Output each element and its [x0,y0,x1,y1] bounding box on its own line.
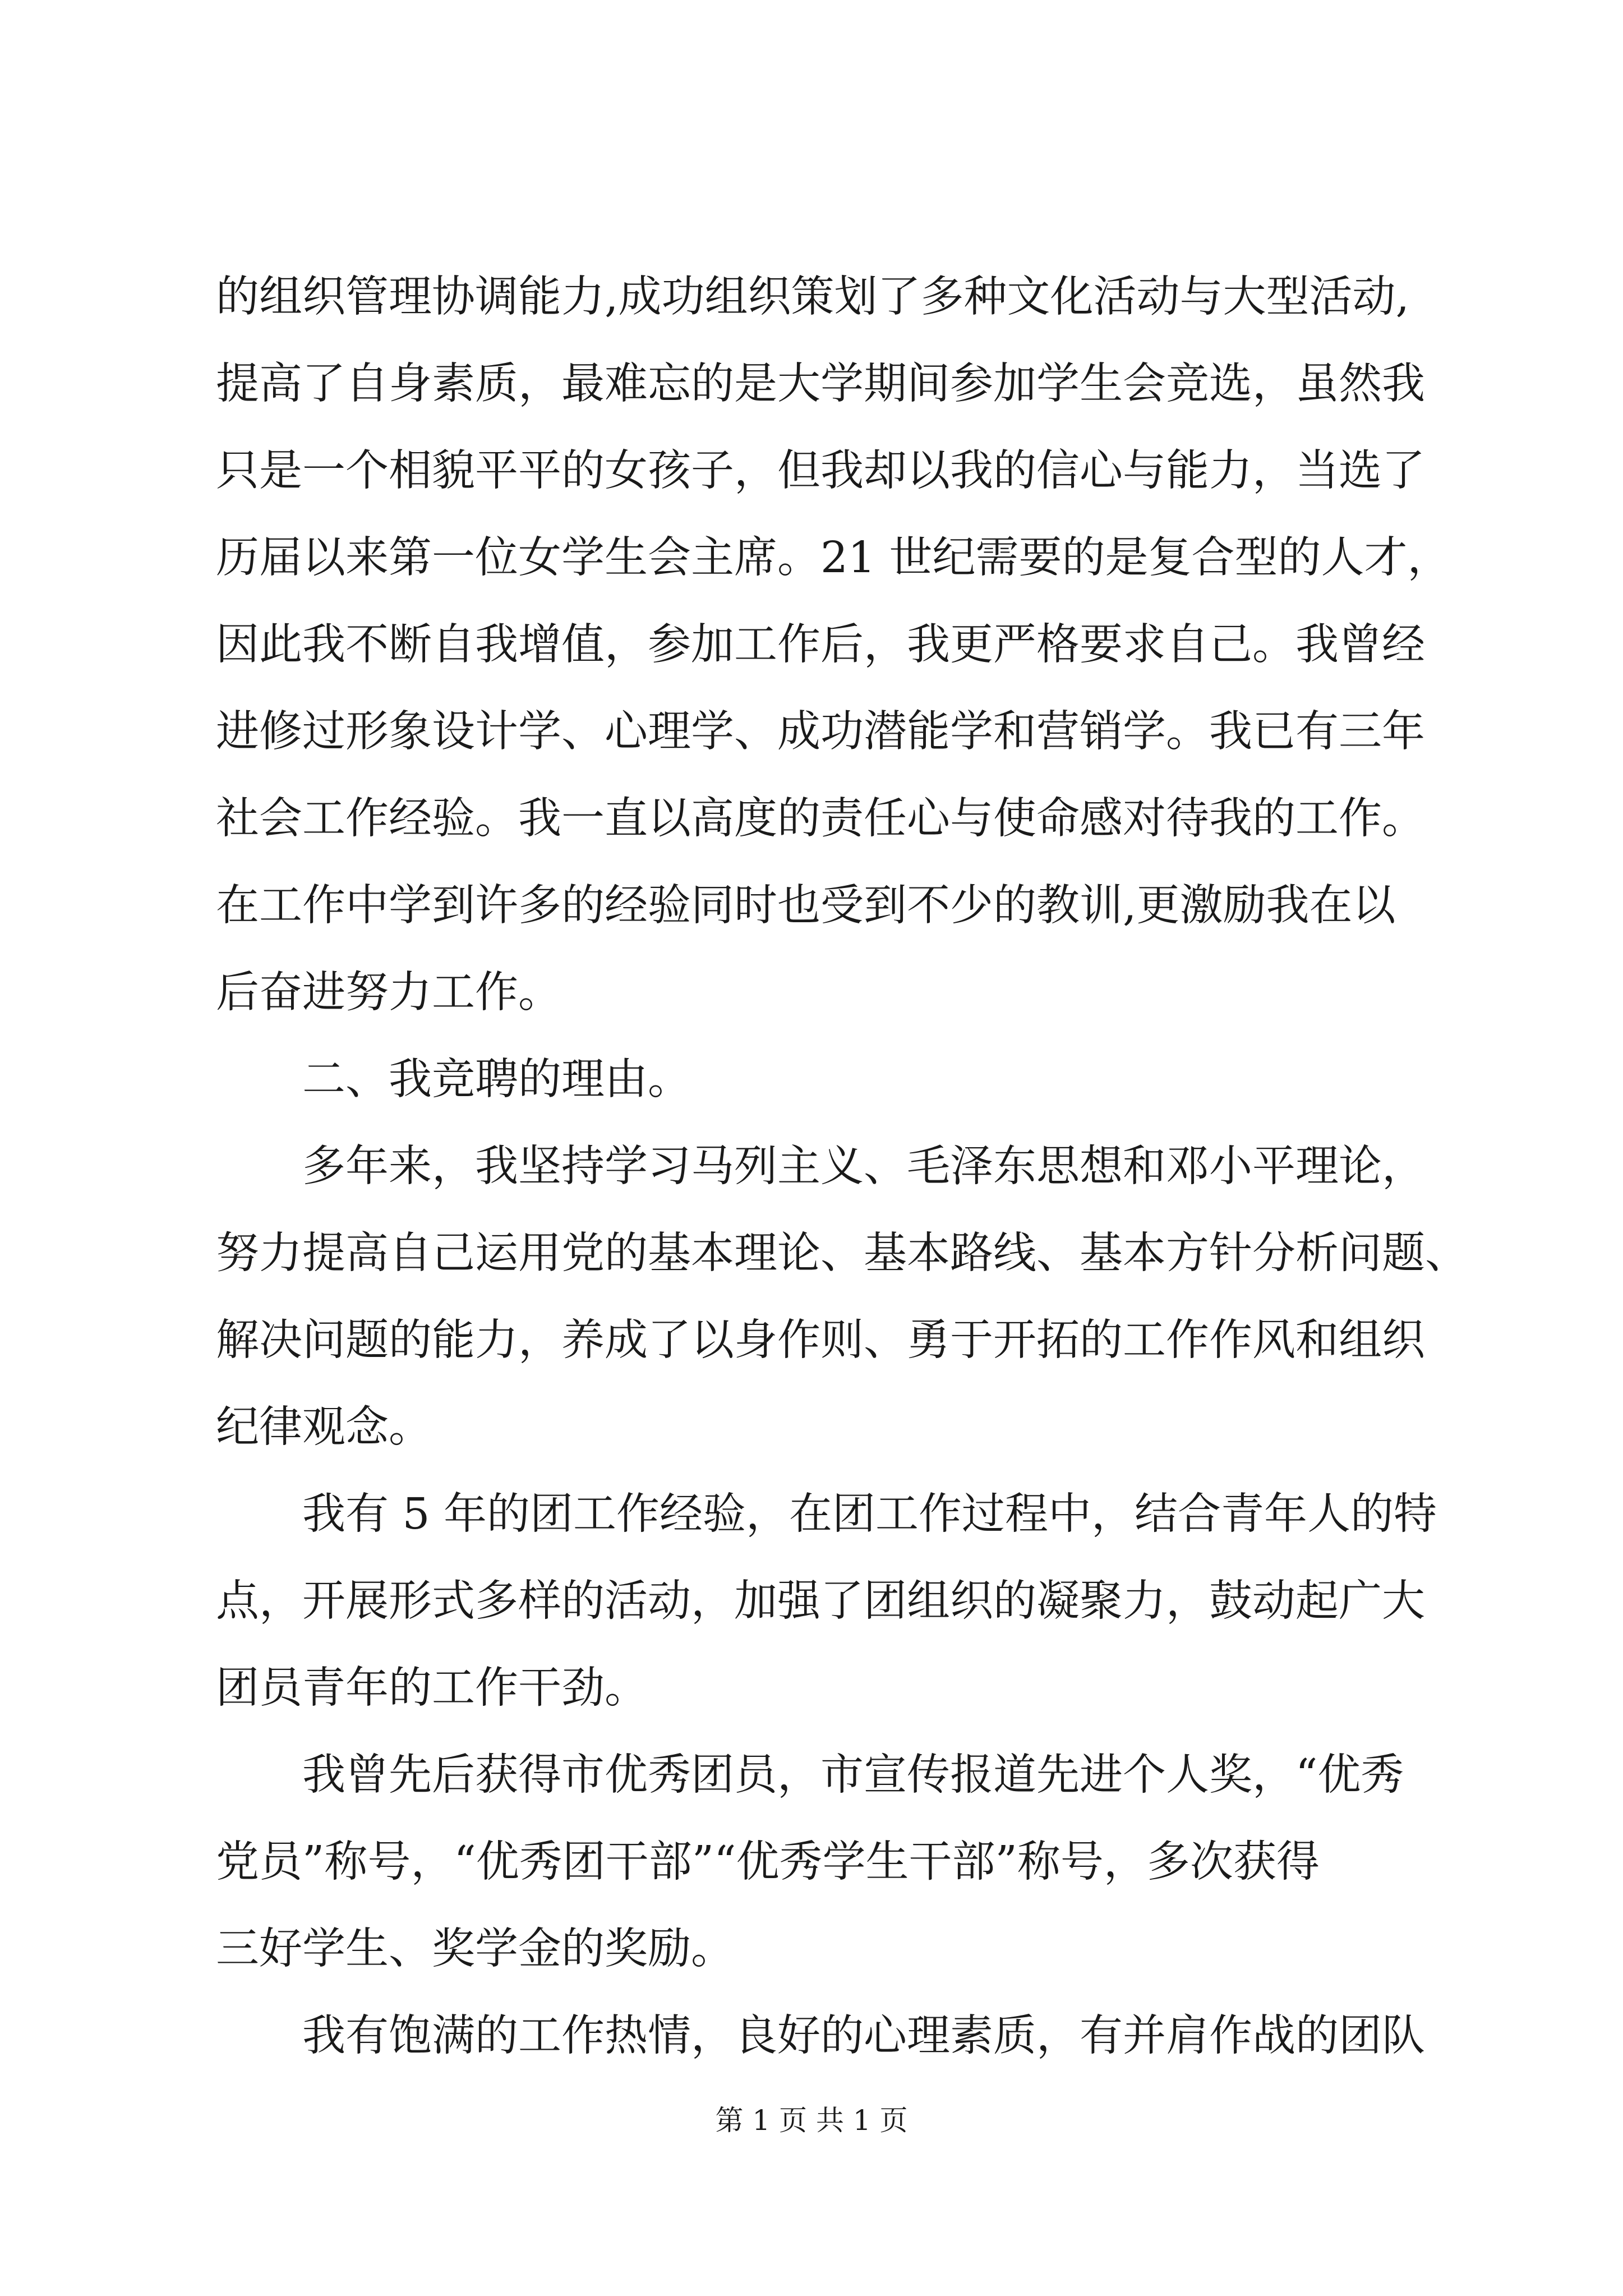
text-line: 只是一个相貌平平的女孩子，但我却以我的信心与能力，当选了 [216,446,1425,496]
text-line: 进修过形象设计学、心理学、成功潜能学和营销学。我已有三年 [216,707,1425,757]
text-line: 后奋进努力工作。 [216,968,561,1018]
text-line: 提高了自身素质，最难忘的是大学期间参加学生会竞选，虽然我 [216,359,1425,409]
text-line: 党员”称号，“优秀团干部”“优秀学生干部”称号，多次获得 [216,1837,1320,1887]
text-line: 努力提高自己运用党的基本理论、基本路线、基本方针分析问题、 [216,1228,1468,1278]
text-line: 的组织管理协调能力,成功组织策划了多种文化活动与大型活动, [216,272,1409,322]
text-line: 社会工作经验。我一直以高度的责任心与使命感对待我的工作。 [216,794,1425,844]
text-line: 纪律观念。 [216,1402,432,1452]
text-line: 点，开展形式多样的活动，加强了团组织的凝聚力，鼓动起广大 [216,1576,1425,1626]
text-line: 多年来，我坚持学习马列主义、毛泽东思想和邓小平理论， [302,1142,1425,1191]
text-line: 在工作中学到许多的经验同时也受到不少的教训,更激励我在以 [216,881,1396,931]
text-line: 我有 5 年的团工作经验，在团工作过程中，结合青年人的特 [302,1489,1437,1539]
text-line: 历届以来第一位女学生会主席。21 世纪需要的是复合型的人才， [216,533,1451,583]
text-line: 因此我不断自我增值，参加工作后，我更严格要求自己。我曾经 [216,620,1425,670]
text-line: 我有饱满的工作热情，良好的心理素质，有并肩作战的团队 [302,2011,1425,2061]
page-footer: 第 1 页 共 1 页 [715,2104,908,2137]
text-line: 团员青年的工作干劲。 [216,1663,648,1713]
text-line: 我曾先后获得市优秀团员，市宣传报道先进个人奖，“优秀 [302,1750,1404,1800]
text-line: 三好学生、奖学金的奖励。 [216,1924,734,1974]
text-line: 解决问题的能力，养成了以身作则、勇于开拓的工作作风和组织 [216,1315,1425,1365]
section-heading: 二、我竞聘的理由。 [302,1055,691,1105]
